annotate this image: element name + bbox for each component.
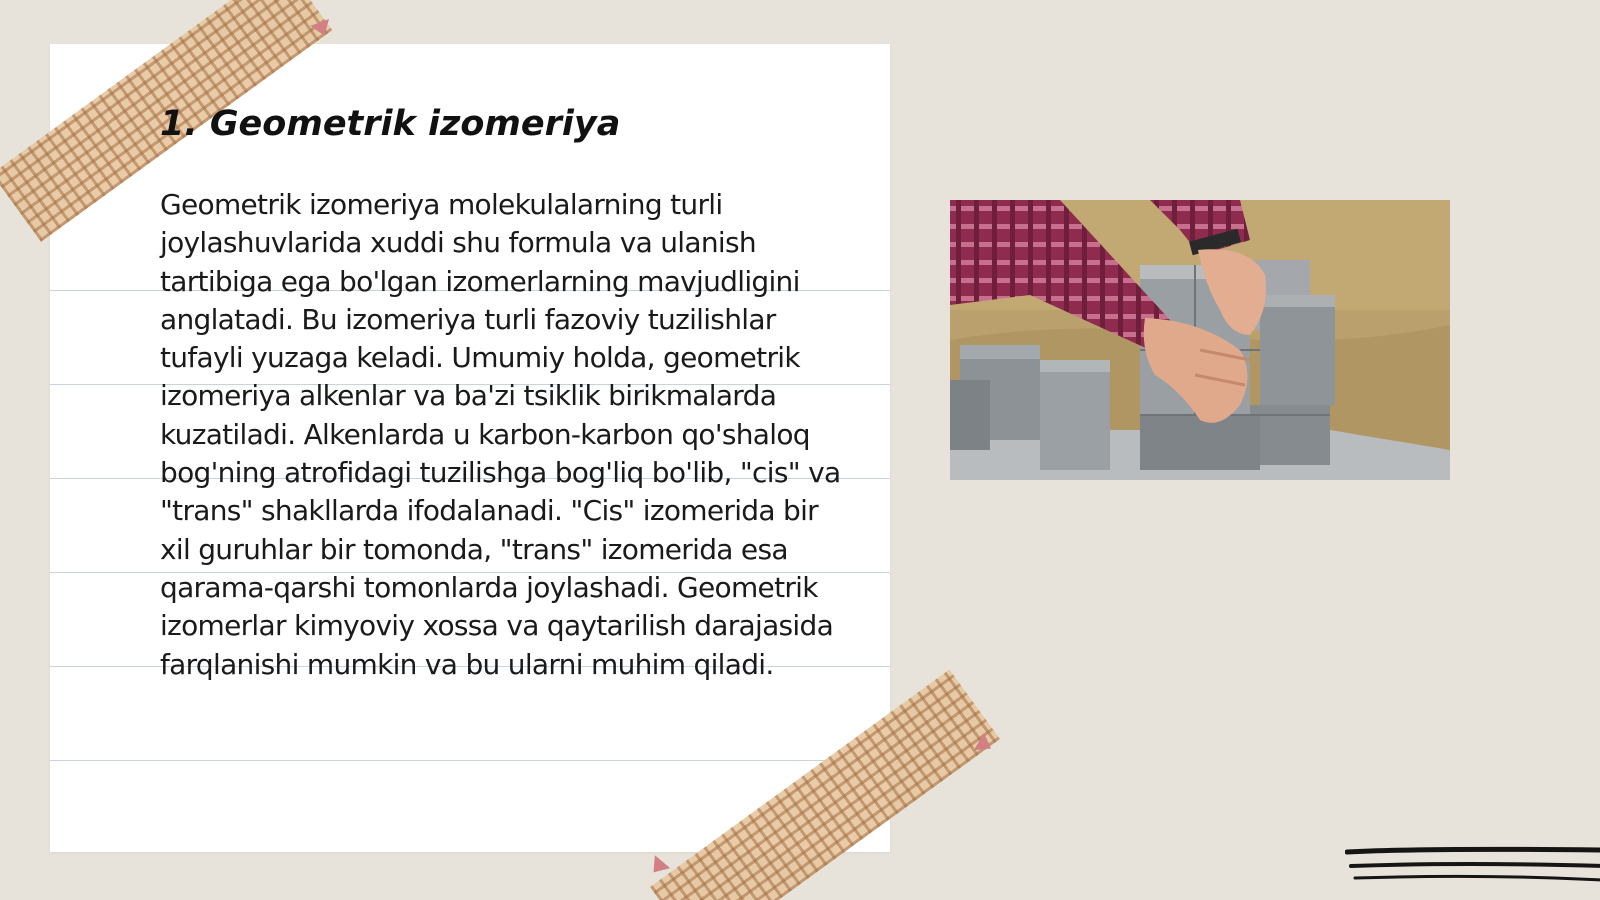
paper-rule-line (50, 760, 890, 761)
slide-paragraph: Geometrik izomeriya molekulalarning turli joylashuvlarida xuddi shu formula va ulanish tartibiga ega bo'lgan izomerlarning mavjudligini anglatadi. Bu izomeriya turli fazoviy tuzilishlar tufayli yuzaga keladi. Umumiy holda, geometrik izomeriya alkenlar va ba'zi tsiklik birikmalarda kuzatiladi. Alkenlarda u karbon-karbon qo'shaloq bog'ning atrofidagi tuzilishga bog'liq bo'lib, "cis" va "trans" shakllarda ifodalanadi. "Cis" izomerida bir xil guruhlar bir tomonda, "trans" izomerida esa qarama-qarshi tomonlarda joylashadi. Geometrik izomerlar kimyoviy xossa va qaytarilish darajasida farqlanishi mumkin va bu ularni muhim qiladi. (160, 188, 841, 681)
hands-stacking-blocks-photo (950, 200, 1450, 480)
slide-heading: 1. Geometrik izomeriya (160, 104, 621, 144)
brush-stroke-lines (1345, 846, 1600, 888)
